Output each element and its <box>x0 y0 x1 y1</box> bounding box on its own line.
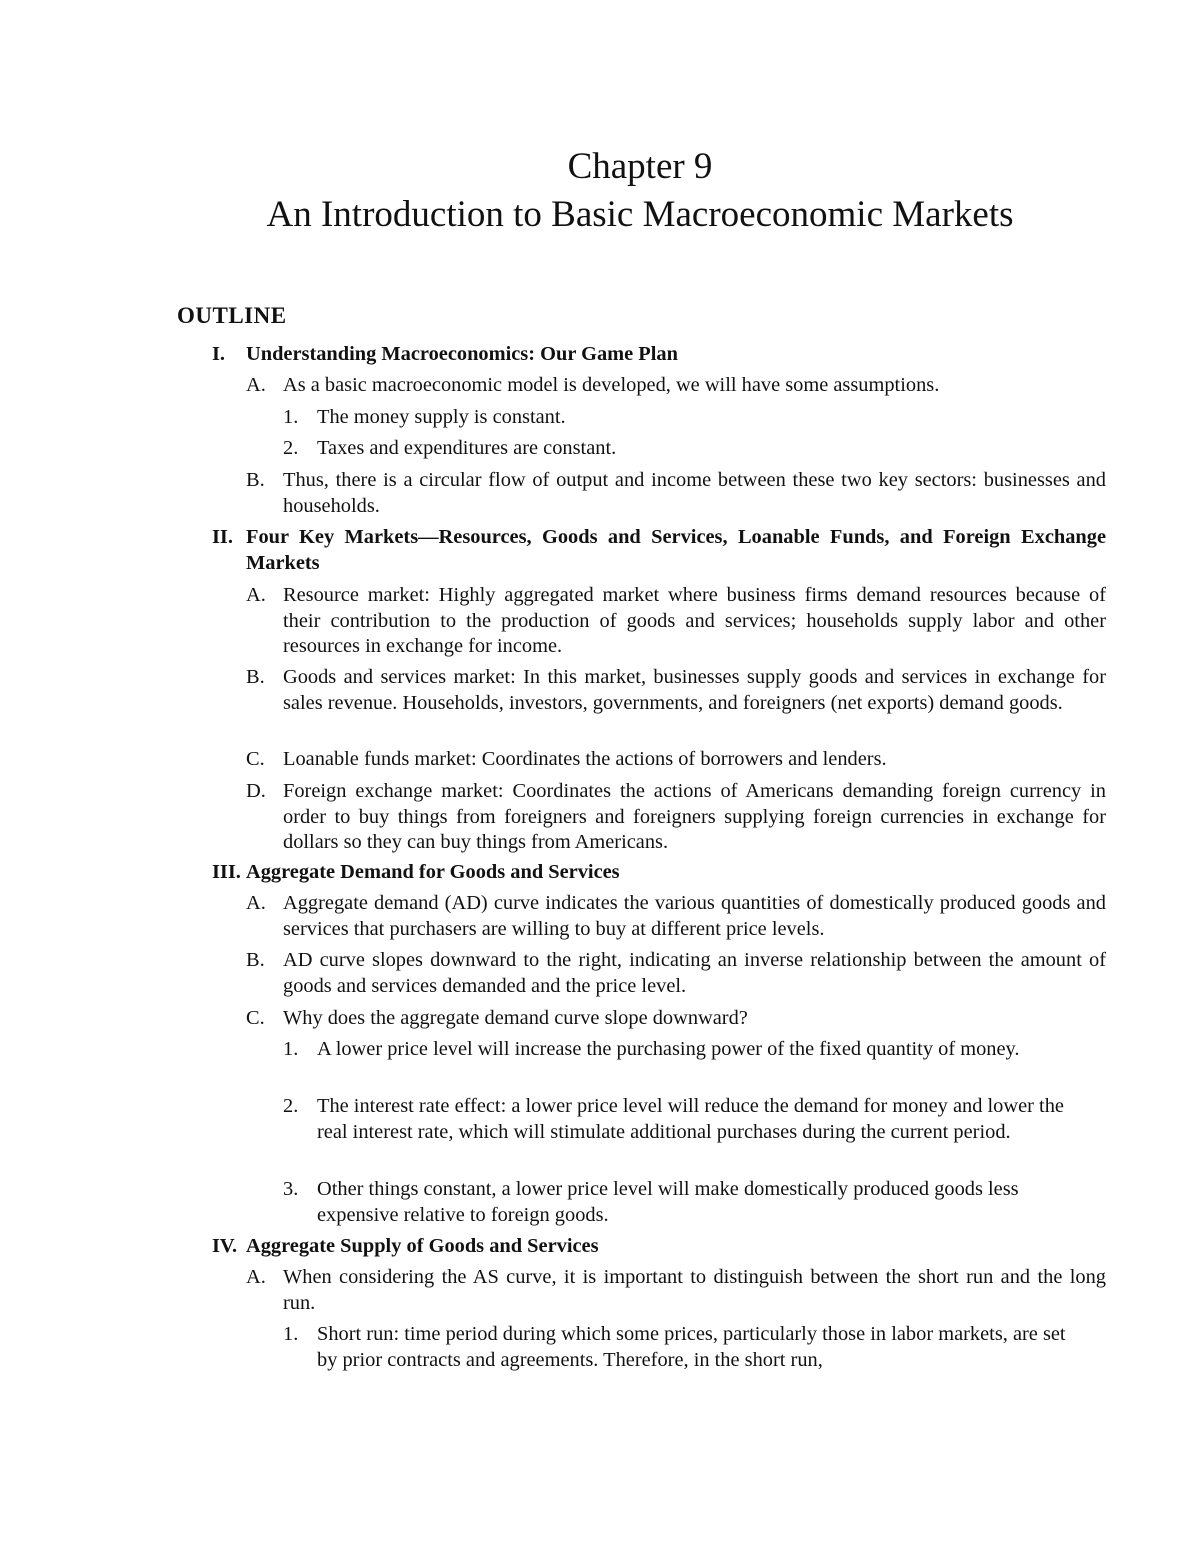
section-number: IV. <box>212 1235 238 1257</box>
item-text: AD curve slopes downward to the right, indicating an inverse relationship between the amount of goods and services demanded and the price level. <box>283 949 1106 997</box>
subitem-number: 1. <box>283 406 299 428</box>
item-letter: A. <box>246 1266 266 1288</box>
subitem-text: Short run: time period during which some prices, particularly those in labor markets, are set by prior contracts and agreements. Therefore, in the short run, <box>317 1323 1066 1371</box>
item-letter: C. <box>246 1007 265 1029</box>
item-letter: A. <box>246 892 266 914</box>
subitem-text: The money supply is constant. <box>317 406 566 428</box>
subitem-text: Taxes and expenditures are constant. <box>317 437 617 459</box>
subitem-number: 1. <box>283 1323 299 1345</box>
subitem-number: 2. <box>283 437 299 459</box>
outline-heading: OUTLINE <box>177 303 287 328</box>
item-text: As a basic macroeconomic model is developed, we will have some assumptions. <box>283 374 940 396</box>
section-number: III. <box>212 861 241 883</box>
item-text: When considering the AS curve, it is important to distinguish between the short run and the long run. <box>283 1266 1106 1314</box>
chapter-title: An Introduction to Basic Macroeconomic Markets <box>266 194 1014 235</box>
section-title: Aggregate Supply of Goods and Services <box>246 1235 599 1257</box>
item-text: Why does the aggregate demand curve slope downward? <box>283 1007 748 1029</box>
section-number: I. <box>212 343 226 365</box>
item-text: Foreign exchange market: Coordinates the actions of Americans demanding foreign currency in order to buy things from foreigners and foreigners supplying foreign currencies in exchange for dollars so they can buy things from Americans. <box>283 780 1106 853</box>
item-letter: A. <box>246 584 266 606</box>
section-title: Aggregate Demand for Goods and Services <box>246 861 620 883</box>
section-title: Four Key Markets—Resources, Goods and Services, Loanable Funds, and Foreign Exchange Markets <box>246 526 1106 574</box>
section-number: II. <box>212 526 233 548</box>
item-letter: B. <box>246 949 265 971</box>
item-letter: B. <box>246 469 265 491</box>
item-letter: D. <box>246 780 266 802</box>
item-text: Thus, there is a circular flow of output and income between these two key sectors: businesses and households. <box>283 469 1106 517</box>
item-text: Aggregate demand (AD) curve indicates the various quantities of domestically produced goods and services that purchasers are willing to buy at different price levels. <box>283 892 1106 940</box>
item-text: Loanable funds market: Coordinates the actions of borrowers and lenders. <box>283 748 887 770</box>
subitem-text: A lower price level will increase the purchasing power of the fixed quantity of money. <box>317 1038 1020 1060</box>
item-text: Resource market: Highly aggregated market where business firms demand resources because of their contribution to the production of goods and services; households supply labor and other resources in exchange for income. <box>283 584 1106 657</box>
subitem-text: The interest rate effect: a lower price level will reduce the demand for money and lower the real interest rate, which will stimulate additional purchases during the current period. <box>317 1095 1064 1143</box>
section-title: Understanding Macroeconomics: Our Game Plan <box>246 343 678 365</box>
subitem-text: Other things constant, a lower price level will make domestically produced goods less expensive relative to foreign goods. <box>317 1178 1019 1226</box>
item-letter: B. <box>246 666 265 688</box>
item-letter: A. <box>246 374 266 396</box>
item-letter: C. <box>246 748 265 770</box>
chapter-number: Chapter 9 <box>567 146 713 187</box>
item-text: Goods and services market: In this market, businesses supply goods and services in exchange for sales revenue. Households, investors, governments, and foreigners (net exports) demand goods. <box>283 666 1106 714</box>
subitem-number: 3. <box>283 1178 299 1200</box>
subitem-number: 2. <box>283 1095 299 1117</box>
subitem-number: 1. <box>283 1038 299 1060</box>
